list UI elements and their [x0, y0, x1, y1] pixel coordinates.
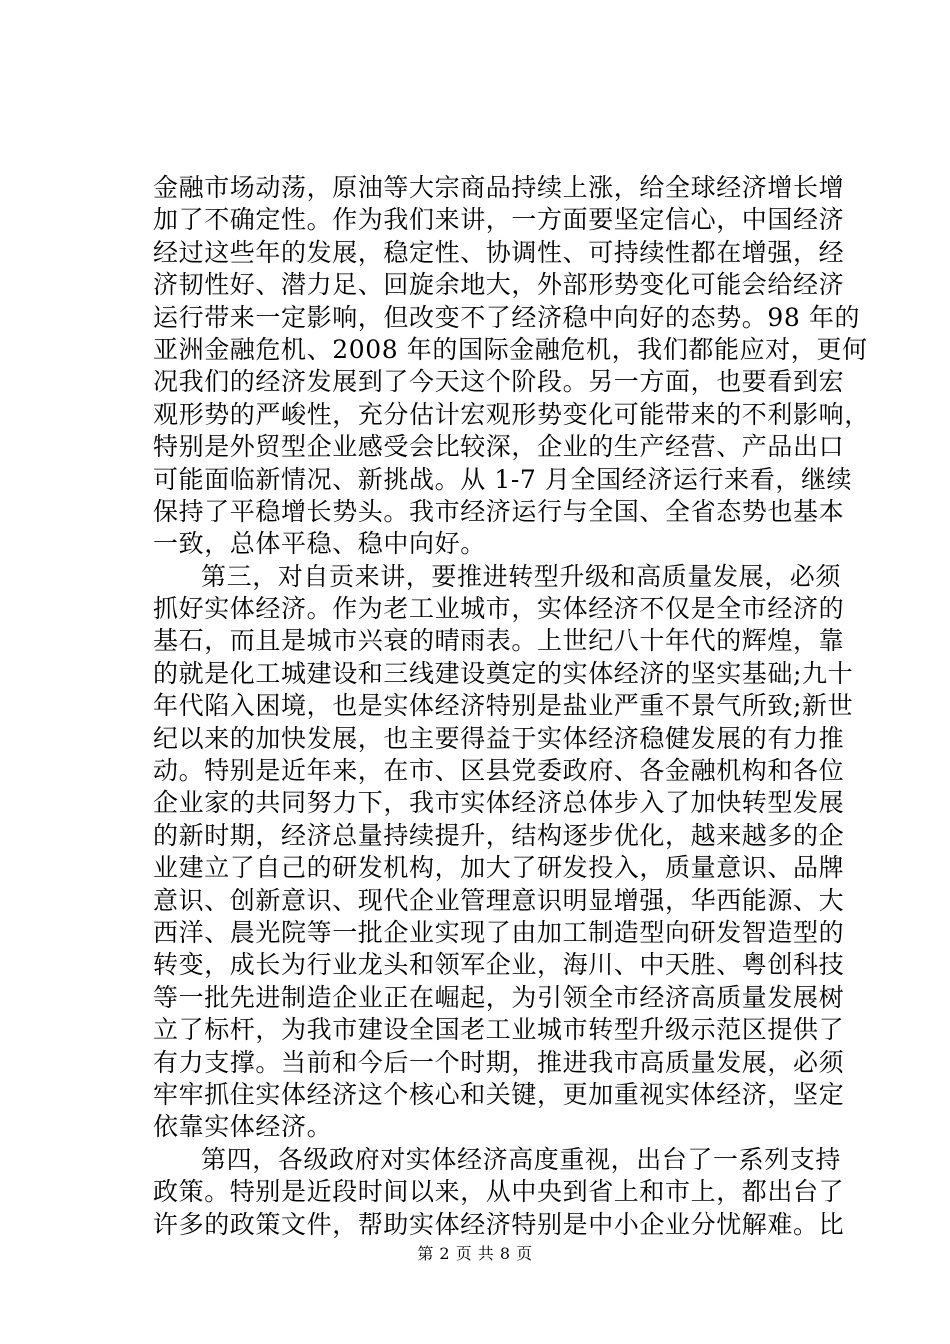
text-line: 有力支撑。当前和今后一个时期，推进我市高质量发展，必须 — [153, 1047, 845, 1077]
text-line: 观形势的严峻性，充分估计宏观形势变化可能带来的不利影响， — [153, 399, 870, 429]
text-line: 业建立了自己的研发机构，加大了研发投入，质量意识、品牌 — [153, 853, 845, 883]
text-line: 许多的政策文件，帮助实体经济特别是中小企业分忧解难。比 — [153, 1209, 845, 1239]
text-line: 亚洲金融危机、2008 年的国际金融危机，我们都能应对，更何 — [153, 334, 868, 364]
paragraph-start-line: 第四，各级政府对实体经济高度重视，出台了一系列支持 — [201, 1144, 842, 1174]
text-line: 政策。特别是近段时间以来，从中央到省上和市上，都出台了 — [153, 1177, 845, 1207]
text-line: 企业家的共同努力下，我市实体经济总体步入了加快转型发展 — [153, 788, 845, 818]
text-line: 意识、创新意识、现代企业管理意识明显增强，华西能源、大 — [153, 885, 845, 915]
text-line: 年代陷入困境，也是实体经济特别是盐业严重不景气所致;新世 — [153, 691, 854, 721]
text-line: 加了不确定性。作为我们来讲，一方面要坚定信心，中国经济 — [153, 205, 845, 235]
text-line: 保持了平稳增长势头。我市经济运行与全国、全省态势也基本 — [153, 496, 845, 526]
text-line: 的就是化工城建设和三线建设奠定的实体经济的坚实基础;九十 — [153, 658, 854, 688]
text-line: 济韧性好、潜力足、回旋余地大，外部形势变化可能会给经济 — [153, 270, 845, 300]
text-line: 经过这些年的发展，稳定性、协调性、可持续性都在增强，经 — [153, 237, 845, 267]
text-line: 立了标杆，为我市建设全国老工业城市转型升级示范区提供了 — [153, 1015, 845, 1045]
text-line: 转变，成长为行业龙头和领军企业，海川、中天胜、粤创科技 — [153, 950, 845, 980]
page-number-footer: 第 2 页 共 8 页 — [417, 1244, 533, 1263]
body-text — [153, 172, 870, 1241]
text-line: 牢牢抓住实体经济这个核心和关键，更加重视实体经济，坚定 — [153, 1079, 845, 1109]
text-line: 的新时期，经济总量持续提升，结构逐步优化，越来越多的企 — [153, 820, 845, 850]
text-line: 一致，总体平稳、稳中向好。 — [153, 529, 486, 559]
paragraph-start-line: 第三，对自贡来讲，要推进转型升级和高质量发展，必须 — [201, 561, 842, 591]
text-line: 金融市场动荡，原油等大宗商品持续上涨，给全球经济增长增 — [153, 173, 845, 202]
text-line: 抓好实体经济。作为老工业城市，实体经济不仅是全市经济的 — [153, 594, 845, 624]
text-line: 基石，而且是城市兴衰的晴雨表。上世纪八十年代的辉煌，靠 — [153, 626, 845, 656]
text-line: 等一批先进制造企业正在崛起，为引领全市经济高质量发展树 — [153, 982, 845, 1012]
text-line: 动。特别是近年来，在市、区县党委政府、各金融机构和各位 — [153, 756, 845, 786]
text-line: 纪以来的加快发展，也主要得益于实体经济稳健发展的有力推 — [153, 723, 845, 753]
text-line: 特别是外贸型企业感受会比较深，企业的生产经营、产品出口 — [153, 432, 845, 462]
text-line: 况我们的经济发展到了今天这个阶段。另一方面，也要看到宏 — [153, 367, 845, 397]
text-line: 依靠实体经济。 — [153, 1112, 333, 1142]
text-line: 可能面临新情况、新挑战。从 1-7 月全国经济运行来看，继续 — [153, 464, 853, 494]
text-line: 西洋、晨光院等一批企业实现了由加工制造型向研发智造型的 — [153, 917, 845, 947]
text-line: 运行带来一定影响，但改变不了经济稳中向好的态势。98 年的 — [153, 302, 861, 332]
